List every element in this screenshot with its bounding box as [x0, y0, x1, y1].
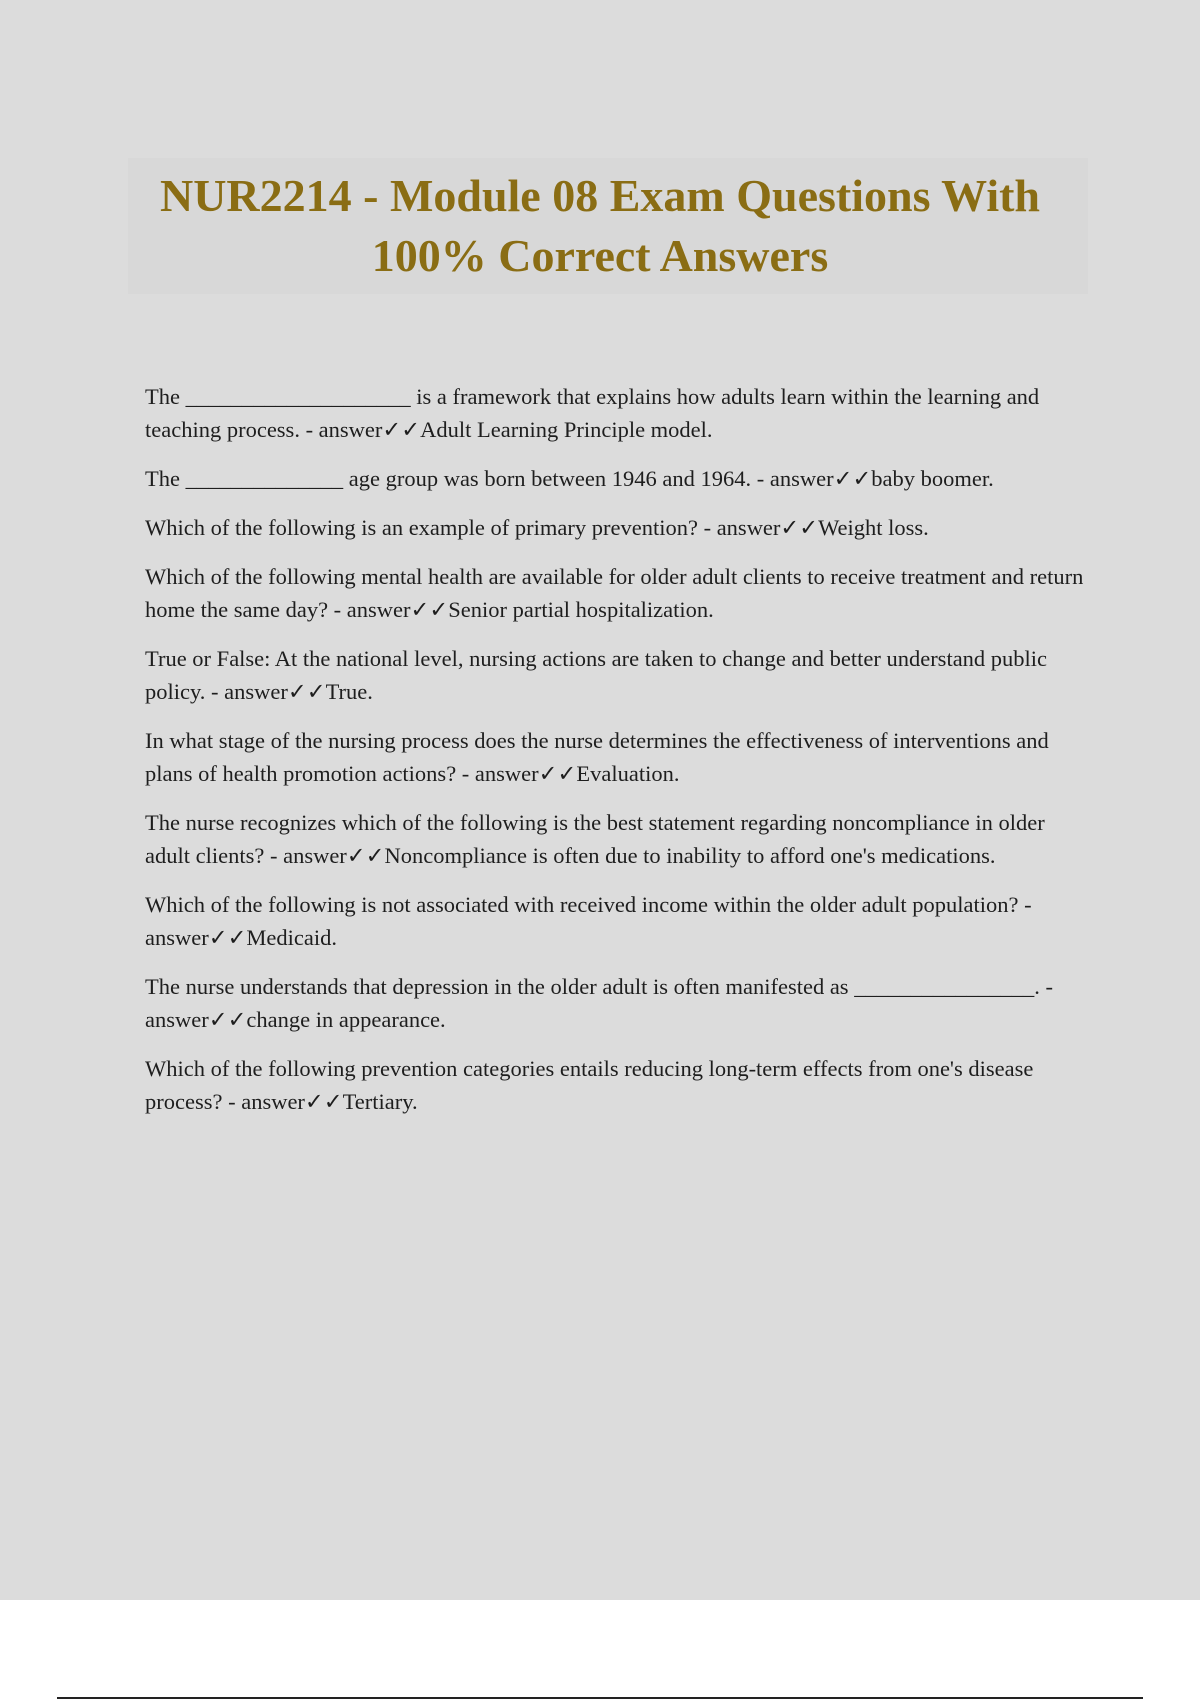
document-title: NUR2214 - Module 08 Exam Questions With 100% Correct Answers: [159, 170, 1041, 281]
footer-divider: [57, 1697, 1143, 1699]
qa-item: True or False: At the national level, nursing actions are taken to change and better understand public policy. - answer✓✓True.: [145, 646, 1048, 704]
question-answer-list: [145, 380, 1095, 1134]
qa-item: Which of the following is an example of primary prevention? - answer✓✓Weight loss.: [145, 515, 929, 540]
qa-item: Which of the following mental health are available for older adult clients to receive treatment and return home the same day? - answer✓✓Senior partial hospitalization.: [145, 564, 1084, 622]
qa-item: Which of the following is not associated with received income within the older adult population? - answer✓✓Medicaid.: [145, 892, 1032, 950]
qa-item: In what stage of the nursing process does the nurse determines the effectiveness of interventions and plans of health promotion actions? - answer✓✓Evaluation.: [145, 728, 1049, 786]
qa-item: The nurse recognizes which of the following is the best statement regarding noncompliance in older adult clients? - answer✓✓Noncompliance is often due to inability to afford one's medications.: [145, 810, 1045, 868]
qa-item: The ____________________ is a framework that explains how adults learn within the learning and teaching process. - answer✓✓Adult Learning Principle model.: [145, 384, 1040, 442]
qa-item: Which of the following prevention categories entails reducing long-term effects from one's disease process? - answer✓✓Tertiary.: [145, 1056, 1034, 1114]
qa-item: The ______________ age group was born between 1946 and 1964. - answer✓✓baby boomer.: [145, 466, 994, 491]
qa-item: The nurse understands that depression in the older adult is often manifested as ________________. - answer✓✓change in appearance.: [145, 974, 1053, 1032]
